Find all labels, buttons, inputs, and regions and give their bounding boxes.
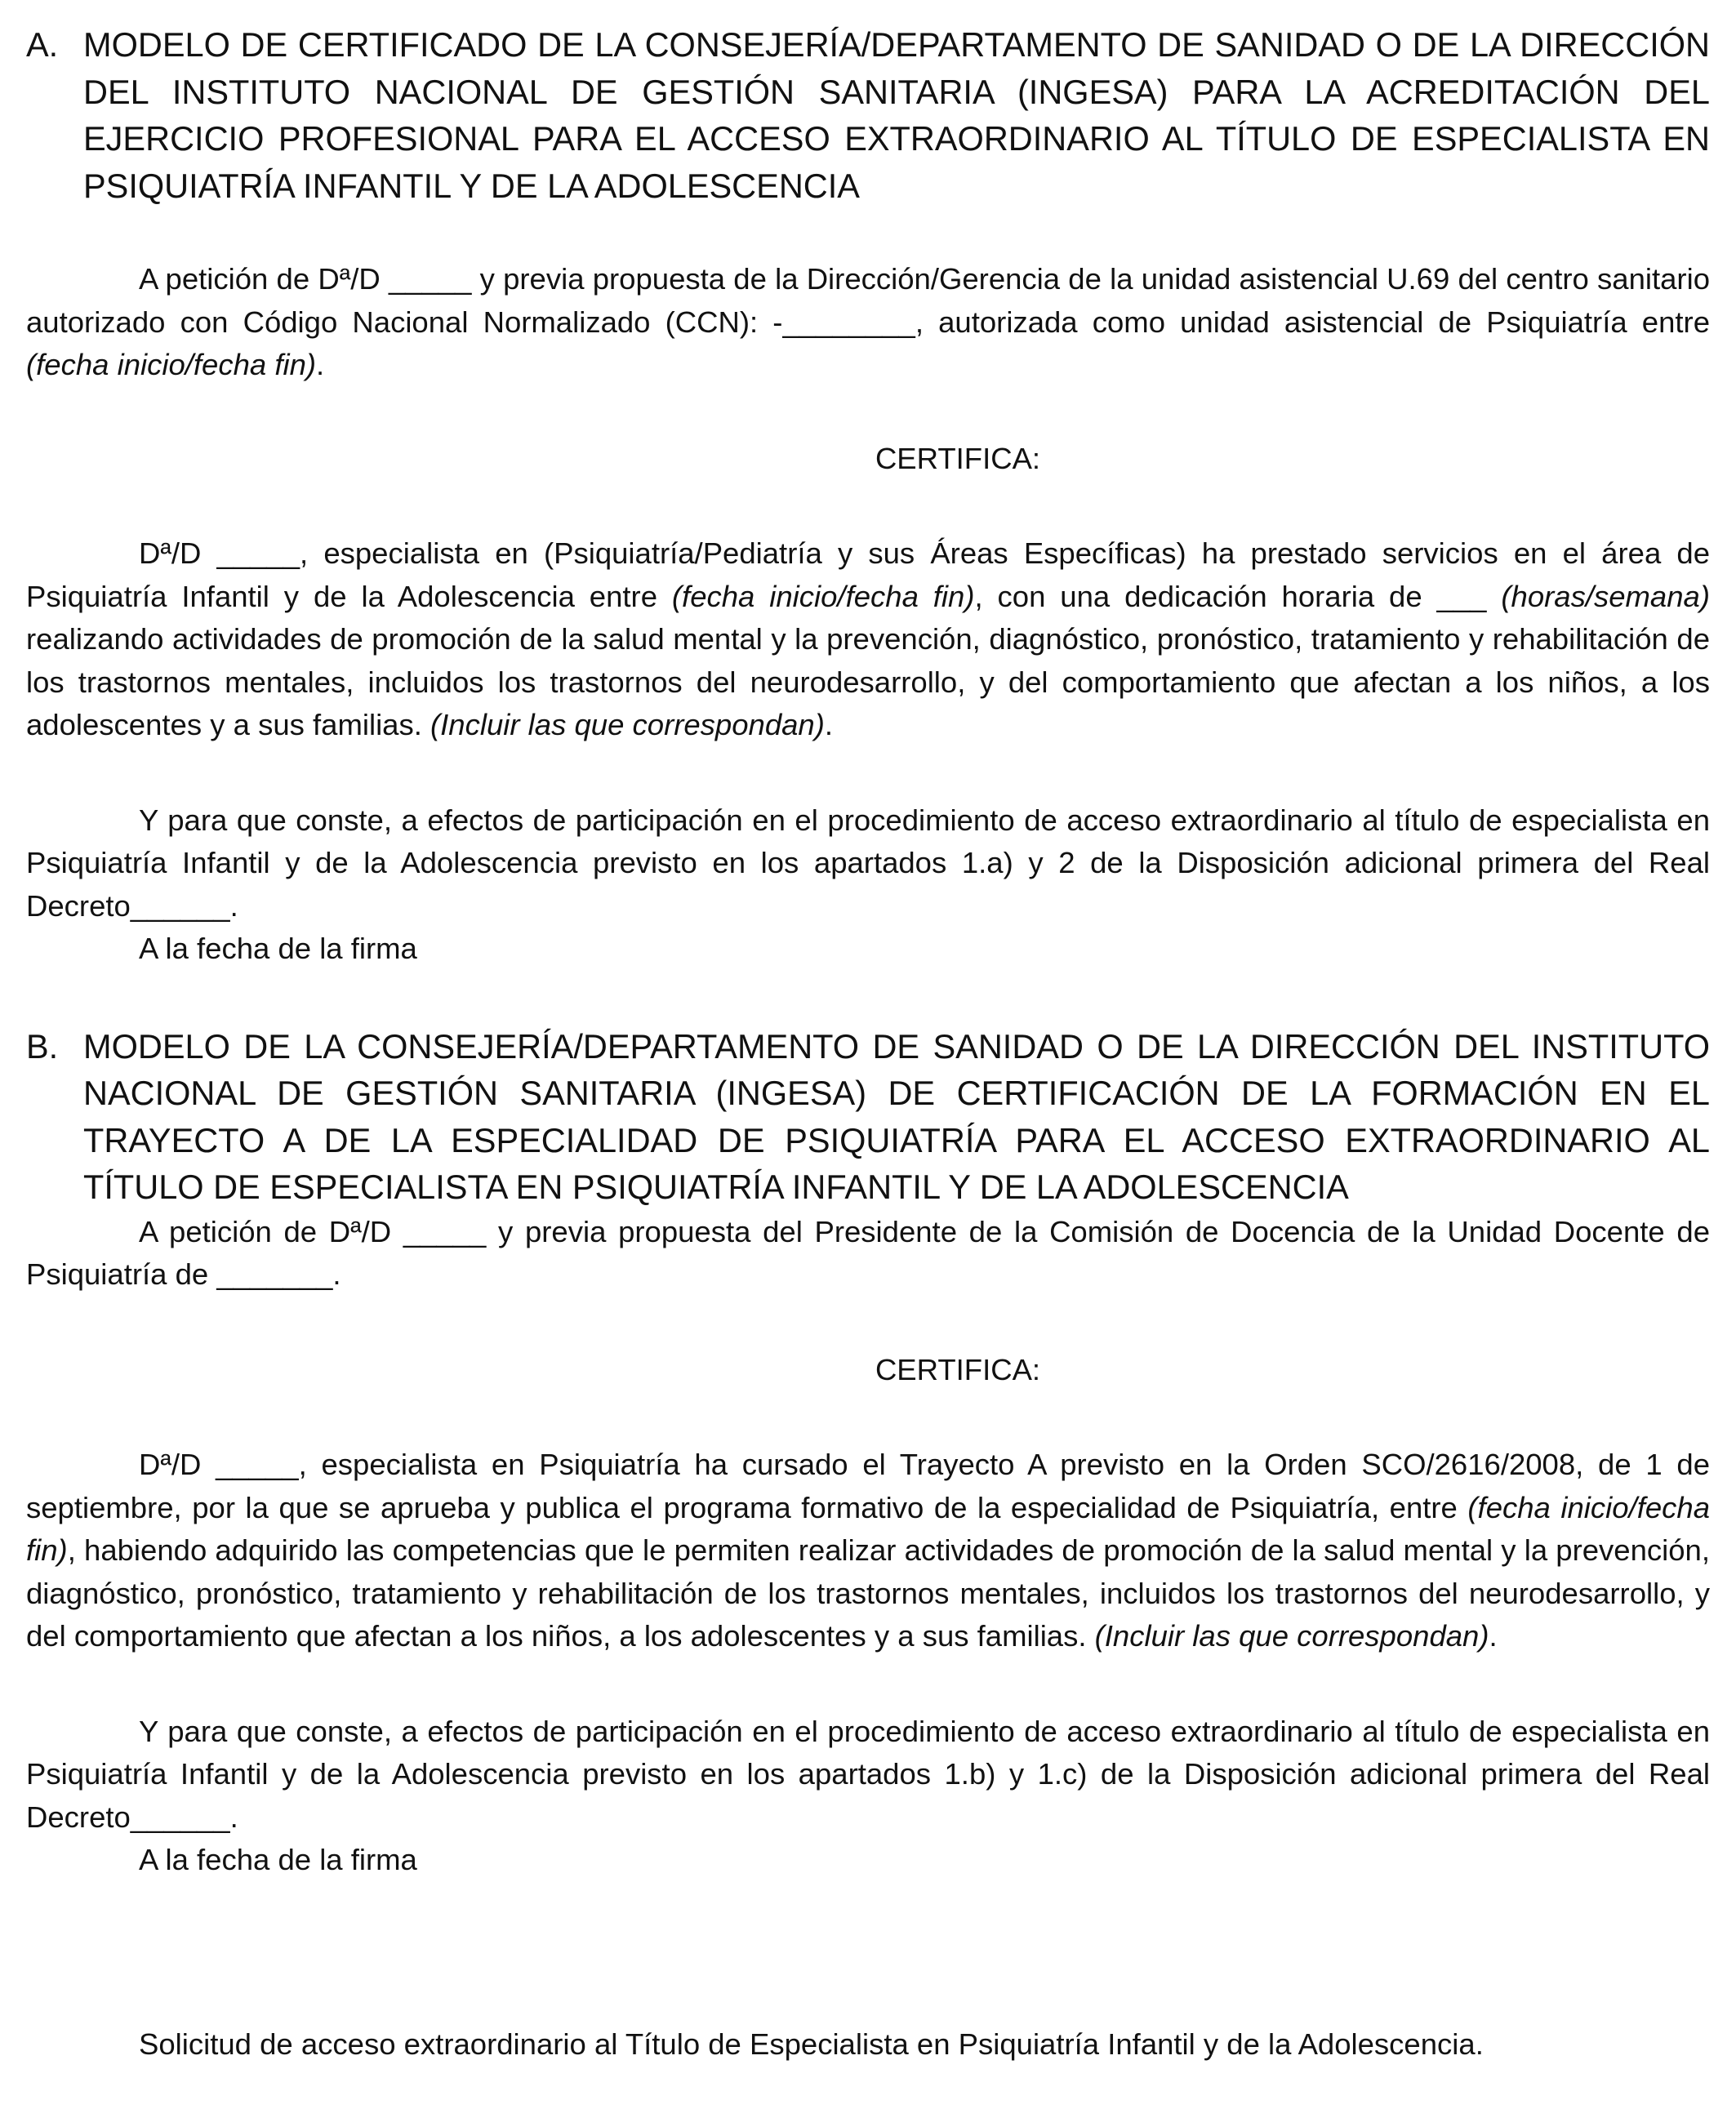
section-b-heading	[26, 1023, 1710, 1211]
section-a-cert-dates: (fecha inicio/fecha fin)	[671, 579, 975, 613]
section-a-certification-paragraph	[26, 532, 1710, 747]
section-a-certifica: CERTIFICA:	[875, 441, 1041, 475]
section-b-cert-text-1: Dª/D _____, especialista en Psiquiatría ha cursado el Trayecto A previsto en la Orden SCO/2616/2008, de 1 de septiembre, por la que se aprueba y publica el programa formativo de la especialidad de Psiquiatría, entre	[26, 1448, 1710, 1524]
section-a-cert-text-3: realizando actividades de promoción de la salud mental y la prevención, diagnóstico, pronóstico, tratamiento y rehabilitación de los trastornos mentales, incluidos los trastornos del neurodesarrollo, y del comportamiento que afectan a los niños, a los adolescentes y a sus familias.	[26, 622, 1710, 741]
section-a-request-end: .	[316, 348, 325, 381]
section-b-cert-text-2: , habiendo adquirido las competencias que le permiten realizar actividades de promoción de la salud mental y la prevención, diagnóstico, pronóstico, tratamiento y rehabilitación de los trastornos mentales, incluidos los trastornos del neurodesarrollo, y del comportamiento que afectan a los niños, a los adolescentes y a sus familias.	[26, 1533, 1710, 1653]
section-b-certification-paragraph	[26, 1444, 1710, 1658]
section-a-closing-paragraph: Y para que conste, a efectos de participación en el procedimiento de acceso extraordinario al título de especialista en Psiquiatría Infantil y de la Adolescencia previsto en los apartados 1.a) y 2 de la Disposición adicional primera del Real Decreto______.	[26, 803, 1710, 923]
section-a-cert-end: .	[824, 708, 834, 741]
section-b-certifica: CERTIFICA:	[875, 1352, 1041, 1386]
section-b-cert-end: .	[1489, 1619, 1498, 1653]
section-b-date-line: A la fecha de la firma	[139, 1843, 417, 1876]
section-b-letter: B.	[26, 1026, 59, 1066]
section-a-request-paragraph	[26, 258, 1710, 387]
section-a-date-line: A la fecha de la firma	[139, 932, 417, 965]
section-a-request-text: A petición de Dª/D _____ y previa propuesta de la Dirección/Gerencia de la unidad asistencial U.69 del centro sanitario autorizado con Código Nacional Normalizado (CCN): -________, autorizada como unidad asistencial de Psiquiatría entre	[26, 262, 1710, 339]
section-a-request-dates: (fecha inicio/fecha fin)	[26, 348, 317, 381]
section-b-title: MODELO DE LA CONSEJERÍA/DEPARTAMENTO DE SANIDAD O DE LA DIRECCIÓN DEL INSTITUTO NACIONAL DE GESTIÓN SANITARIA (INGESA) DE CERTIFICACIÓN DE LA FORMACIÓN EN EL TRAYECTO A DE LA ESPECIALIDAD DE PSIQUIATRÍA PARA EL ACCESO EXTRAORDINARIO AL TÍTULO DE ESPECIALISTA EN PSIQUIATRÍA INFANTIL Y DE LA ADOLESCENCIA	[83, 1026, 1710, 1206]
section-a-cert-text-2: , con una dedicación horaria de ___	[974, 579, 1502, 613]
section-a-cert-include-note: (Incluir las que correspondan)	[430, 708, 825, 741]
section-b-request-paragraph: A petición de Dª/D _____ y previa propuesta del Presidente de la Comisión de Docencia de la Unidad Docente de Psiquiatría de _______.	[26, 1214, 1710, 1291]
section-b-closing-paragraph: Y para que conste, a efectos de participación en el procedimiento de acceso extraordinario al título de especialista en Psiquiatría Infantil y de la Adolescencia previsto en los apartados 1.b) y 1.c) de la Disposición adicional primera del Real Decreto______.	[26, 1714, 1710, 1834]
section-a-cert-hours: (horas/semana)	[1501, 579, 1710, 613]
page-footer: Solicitud de acceso extraordinario al Título de Especialista en Psiquiatría Infantil y de la Adolescencia.	[139, 2027, 1484, 2061]
section-b-cert-include-note: (Incluir las que correspondan)	[1094, 1619, 1489, 1653]
document-page	[26, 21, 1710, 1882]
section-a-letter: A.	[26, 25, 59, 64]
section-a-title: MODELO DE CERTIFICADO DE LA CONSEJERÍA/DEPARTAMENTO DE SANIDAD O DE LA DIRECCIÓN DEL INSTITUTO NACIONAL DE GESTIÓN SANITARIA (INGESA) PARA LA ACREDITACIÓN DEL EJERCICIO PROFESIONAL PARA EL ACCESO EXTRAORDINARIO AL TÍTULO DE ESPECIALISTA EN PSIQUIATRÍA INFANTIL Y DE LA ADOLESCENCIA	[83, 25, 1710, 205]
section-a-heading	[26, 21, 1710, 209]
section-b-cert-dates: (fecha inicio/fecha fin)	[26, 1490, 1710, 1567]
section-a-cert-text-1: Dª/D _____, especialista en (Psiquiatría/Pediatría y sus Áreas Específicas) ha prestado servicios en el área de Psiquiatría Infantil y de la Adolescencia entre	[26, 536, 1710, 613]
